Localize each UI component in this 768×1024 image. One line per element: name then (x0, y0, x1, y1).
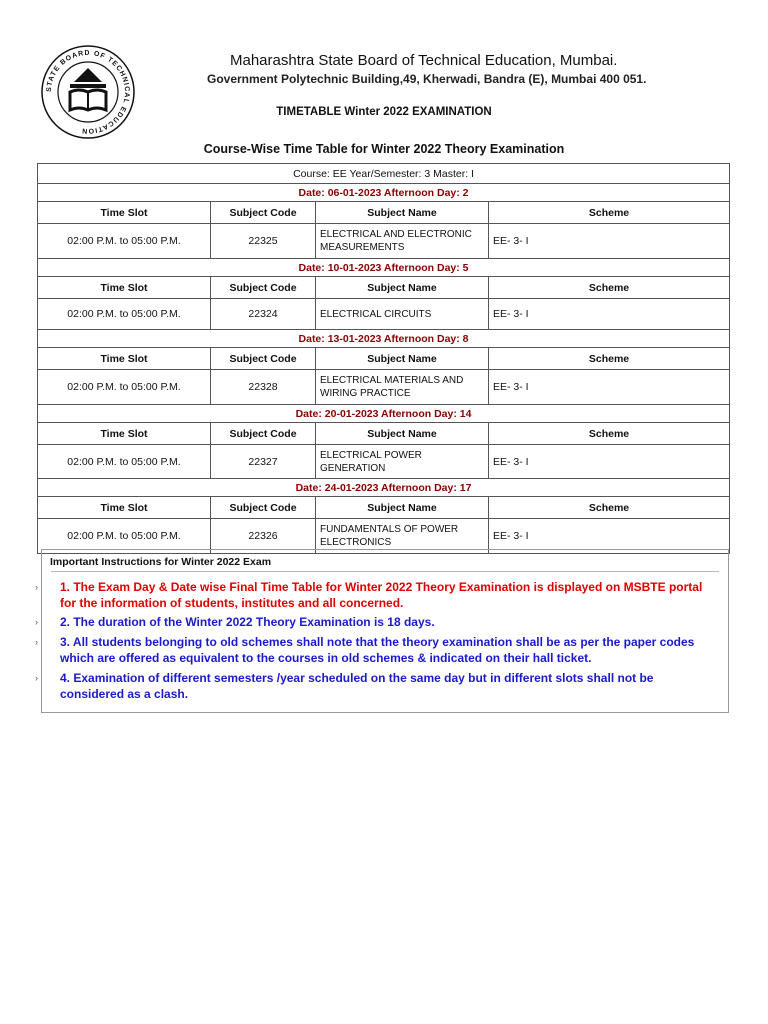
exam-date: Date: 10-01-2023 Afternoon Day: 5 (38, 259, 730, 277)
col-scheme: Scheme (489, 202, 730, 224)
table-row (38, 370, 730, 405)
timetable-heading: TIMETABLE Winter 2022 EXAMINATION (276, 106, 492, 118)
col-scheme: Scheme (489, 423, 730, 445)
col-scheme: Scheme (489, 348, 730, 370)
instruction-item: 2. The duration of the Winter 2022 Theory Examination is 18 days. (60, 615, 435, 629)
scheme: EE- 3- I (489, 299, 730, 330)
scheme: EE- 3- I (489, 519, 730, 554)
col-scheme: Scheme (489, 277, 730, 299)
time-slot: 02:00 P.M. to 05:00 P.M. (38, 224, 211, 259)
col-scheme: Scheme (489, 497, 730, 519)
time-slot: 02:00 P.M. to 05:00 P.M. (38, 370, 211, 405)
time-slot: 02:00 P.M. to 05:00 P.M. (38, 299, 211, 330)
timetable-table (37, 163, 730, 554)
time-slot: 02:00 P.M. to 05:00 P.M. (38, 519, 211, 554)
subject-name: ELECTRICAL AND ELECTRONIC MEASUREMENTS (316, 224, 489, 259)
bullet-mark: › (35, 637, 38, 647)
subject-name: ELECTRICAL MATERIALS AND WIRING PRACTICE (316, 370, 489, 405)
subject-code: 22324 (211, 299, 316, 330)
scheme: EE- 3- I (489, 224, 730, 259)
scheme: EE- 3- I (489, 370, 730, 405)
col-time-slot: Time Slot (38, 277, 211, 299)
col-subject-code: Subject Code (211, 202, 316, 224)
subject-code: 22327 (211, 445, 316, 479)
col-subject-name: Subject Name (316, 202, 489, 224)
bullet-mark: › (35, 582, 38, 592)
subject-name: ELECTRICAL CIRCUITS (316, 299, 489, 330)
bullet-mark: › (35, 617, 38, 627)
time-slot: 02:00 P.M. to 05:00 P.M. (38, 445, 211, 479)
col-subject-name: Subject Name (316, 497, 489, 519)
subject-code: 22326 (211, 519, 316, 554)
col-subject-code: Subject Code (211, 348, 316, 370)
exam-date: Date: 13-01-2023 Afternoon Day: 8 (38, 330, 730, 348)
logo-ring-text: STATE BOARD OF TECHNICAL EDUCATION (45, 49, 131, 135)
subject-name: FUNDAMENTALS OF POWER ELECTRONICS (316, 519, 489, 554)
col-time-slot: Time Slot (38, 423, 211, 445)
subject-code: 22325 (211, 224, 316, 259)
col-time-slot: Time Slot (38, 202, 211, 224)
exam-date: Date: 06-01-2023 Afternoon Day: 2 (38, 184, 730, 202)
col-subject-name: Subject Name (316, 423, 489, 445)
col-subject-name: Subject Name (316, 277, 489, 299)
board-title: Maharashtra State Board of Technical Education, Mumbai. (230, 52, 618, 69)
table-row (38, 445, 730, 479)
board-address: Government Polytechnic Building,49, Kherwadi, Bandra (E), Mumbai 400 051. (207, 72, 647, 86)
subject-code: 22328 (211, 370, 316, 405)
col-subject-name: Subject Name (316, 348, 489, 370)
instruction-item: 4. Examination of different semesters /year scheduled on the same day but in different slots shall not be considered as a clash. (60, 671, 654, 701)
instruction-item: 1. The Exam Day & Date wise Final Time Table for Winter 2022 Theory Examination is displayed on MSBTE portal for the information of students, institutes and all concerned. (60, 580, 703, 610)
instructions-box (41, 549, 729, 713)
col-subject-code: Subject Code (211, 497, 316, 519)
table-row (38, 224, 730, 259)
msbte-logo (40, 44, 136, 140)
col-subject-code: Subject Code (211, 277, 316, 299)
instructions-heading: Important Instructions for Winter 2022 Exam (50, 556, 272, 568)
instruction-item: 3. All students belonging to old schemes shall note that the theory examination shall be as per the paper codes which are offered as equivalent to the courses in old schemes & indicated on their hall ticket. (60, 635, 695, 665)
col-subject-code: Subject Code (211, 423, 316, 445)
exam-date: Date: 20-01-2023 Afternoon Day: 14 (38, 405, 730, 423)
table-row (38, 299, 730, 330)
col-time-slot: Time Slot (38, 497, 211, 519)
col-time-slot: Time Slot (38, 348, 211, 370)
course-wise-title: Course-Wise Time Table for Winter 2022 Theory Examination (203, 142, 565, 156)
course-info: Course: EE Year/Semester: 3 Master: I (38, 164, 730, 184)
subject-name: ELECTRICAL POWER GENERATION (316, 445, 489, 479)
scheme: EE- 3- I (489, 445, 730, 479)
divider (51, 571, 719, 572)
bullet-mark: › (35, 673, 38, 683)
exam-date: Date: 24-01-2023 Afternoon Day: 17 (38, 479, 730, 497)
